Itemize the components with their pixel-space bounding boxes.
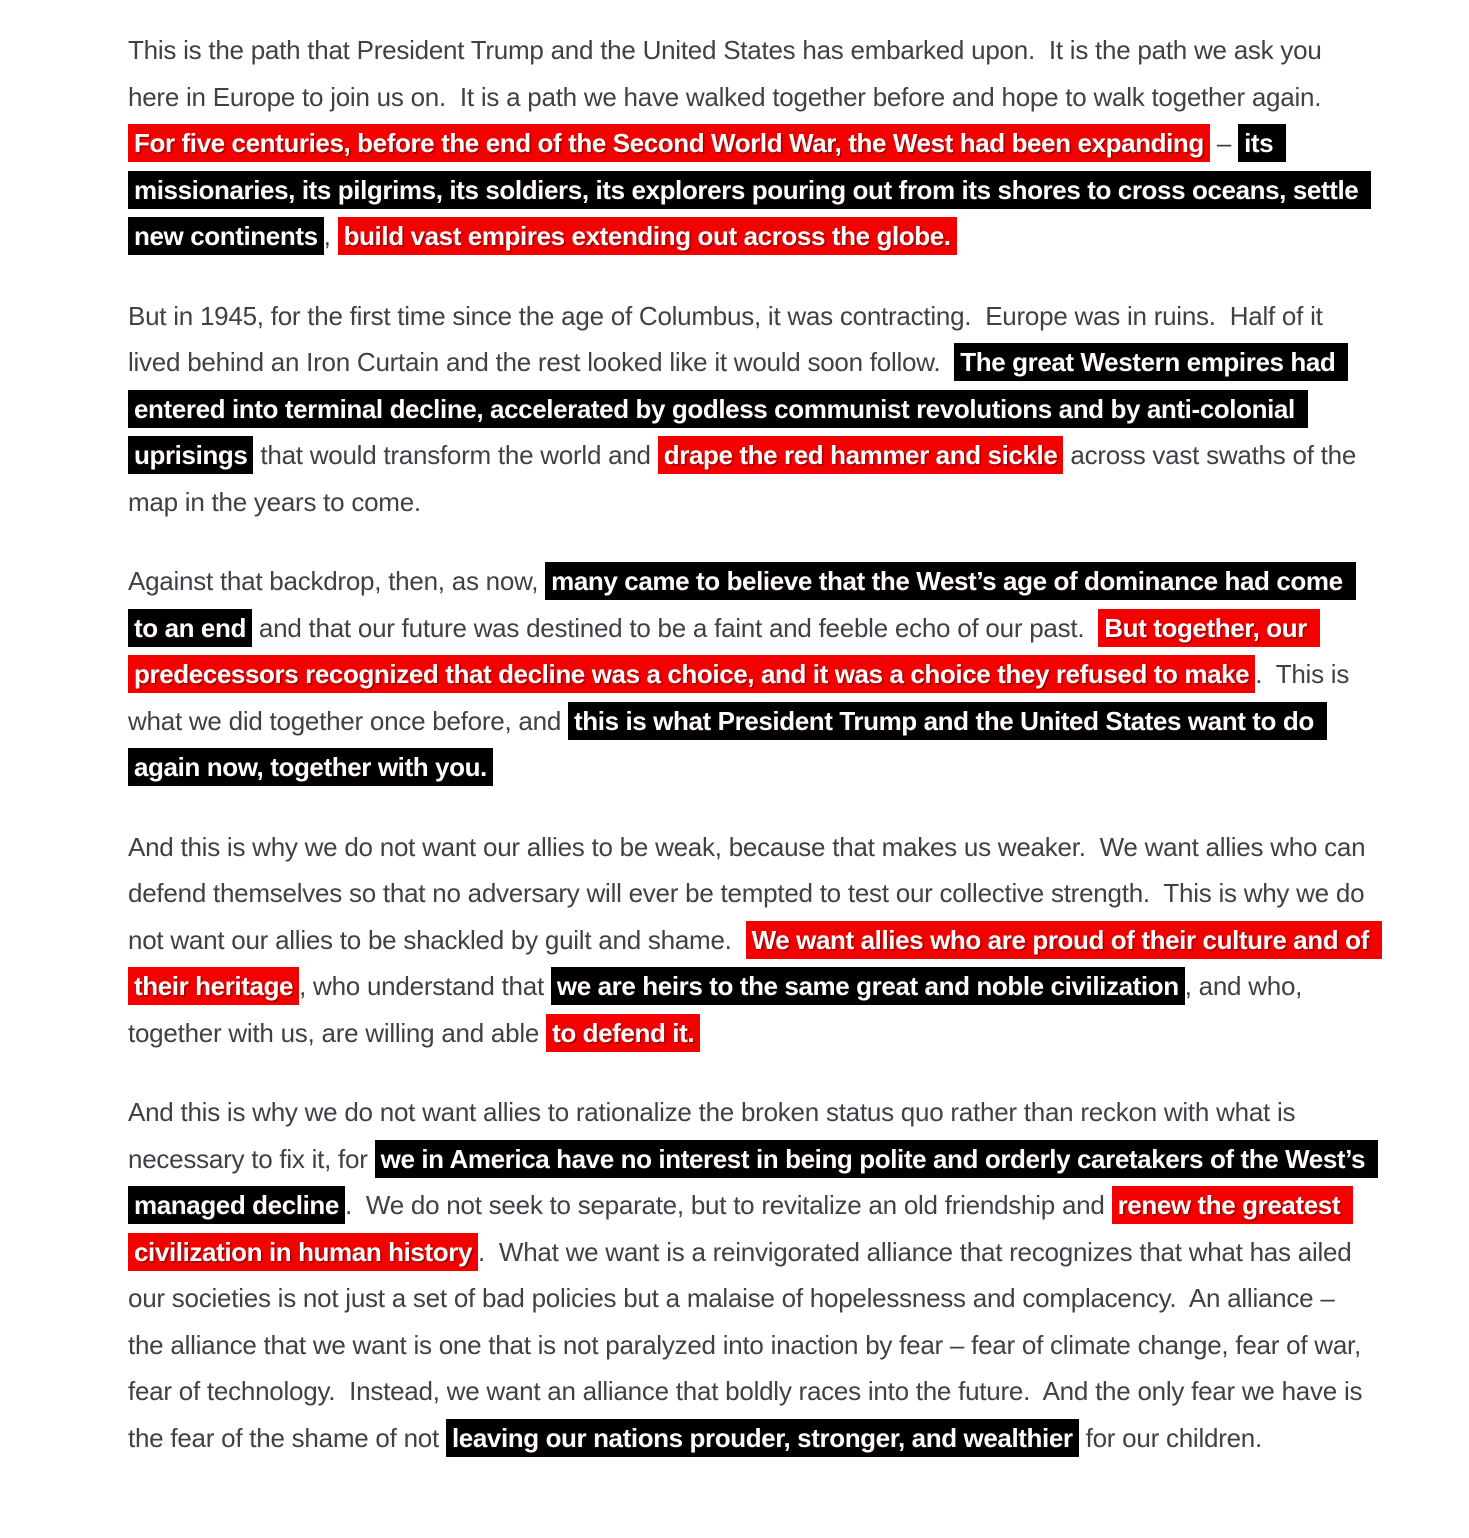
text-segment: for our children. — [1078, 1422, 1262, 1453]
paragraph — [128, 558, 1371, 791]
black-highlight-text: The great Western empires had entered into terminal decline, accelerated by godless communist revolutions and by anti-colonial uprisings — [128, 343, 1348, 474]
red-highlight-text: We want allies who are proud of their culture and of their heritage — [128, 921, 1382, 1006]
red-highlight-text: renew the greatest civilization in human history — [128, 1186, 1353, 1271]
text-segment: . We do not seek to separate, but to revitalize an old friendship and — [344, 1190, 1112, 1220]
paragraph — [128, 27, 1371, 260]
red-highlight-text: But together, our predecessors recognized that decline was a choice, and it was a choice they refused to make — [128, 609, 1320, 694]
text-segment: And this is why we do not want our allies to be weak, because that makes us weaker. We want allies who can defend themselves so that no adversary will ever be tempted to test our collective strength. This is why we do not want our allies to be shackled by guilt and shame. — [128, 831, 1373, 955]
black-highlight-text: we are heirs to the same great and noble civilization — [551, 967, 1185, 1005]
document-body — [128, 27, 1376, 1461]
black-highlight-text: leaving our nations prouder, stronger, and wealthier — [446, 1419, 1079, 1457]
red-highlight-text: For five centuries, before the end of the Second World War, the West had been expanding — [128, 124, 1210, 162]
text-segment: Against that backdrop, then, as now, — [128, 566, 546, 596]
black-highlight-text: its missionaries, its pilgrims, its soldiers, its explorers pouring out from its shores to cross oceans, settle new continents — [128, 124, 1371, 255]
paragraph — [128, 293, 1371, 526]
black-highlight-text: we in America have no interest in being polite and orderly caretakers of the West’s managed decline — [128, 1140, 1378, 1225]
text-segment: This is the path that President Trump and the United States has embarked upon. It is the path we ask you here in Europe to join us on. It is a path we have walked together before and hope to walk together again. — [128, 35, 1336, 112]
text-segment: , — [323, 221, 338, 251]
text-segment: , who understand that — [299, 971, 551, 1001]
text-segment: and that our future was destined to be a faint and feeble echo of our past. — [251, 612, 1099, 643]
black-highlight-text: this is what President Trump and the United States want to do again now, together with you. — [128, 702, 1327, 787]
black-highlight-text: many came to believe that the West’s age of dominance had come to an end — [128, 562, 1356, 647]
text-segment: , and who, together with us, are willing and able — [128, 971, 1310, 1048]
red-highlight-text: build vast empires extending out across the globe. — [338, 217, 957, 255]
red-highlight-text: drape the red hammer and sickle — [658, 436, 1064, 474]
paragraph — [128, 1089, 1371, 1461]
text-segment: But in 1945, for the first time since the age of Columbus, it was contracting. Europe was in ruins. Half of it lived behind an Iron Curtain and the rest looked like it would soon follow. — [128, 300, 1330, 377]
text-segment: – — [1209, 128, 1239, 158]
red-highlight-text: to defend it. — [546, 1014, 700, 1052]
text-segment: And this is why we do not want allies to rationalize the broken status quo rather than reckon with what is necessary to fix it, for — [128, 1097, 1303, 1174]
text-segment: . What we want is a reinvigorated alliance that recognizes that what has ailed our societies is not just a set of bad policies but a malaise of hopelessness and complacency. An alliance – the alliance that we want is one that is not paralyzed into inaction by fear – fear of climate change, fear of war, fear of technology. Instead, we want an alliance that boldly races into the future. And the only fear we have is the fear of the shame of not — [128, 1236, 1370, 1453]
text-segment: . This is what we did together once before, and — [128, 659, 1357, 736]
text-segment: that would transform the world and — [253, 440, 658, 470]
text-segment: across vast swaths of the map in the years to come. — [128, 440, 1364, 517]
paragraph — [128, 824, 1376, 1057]
